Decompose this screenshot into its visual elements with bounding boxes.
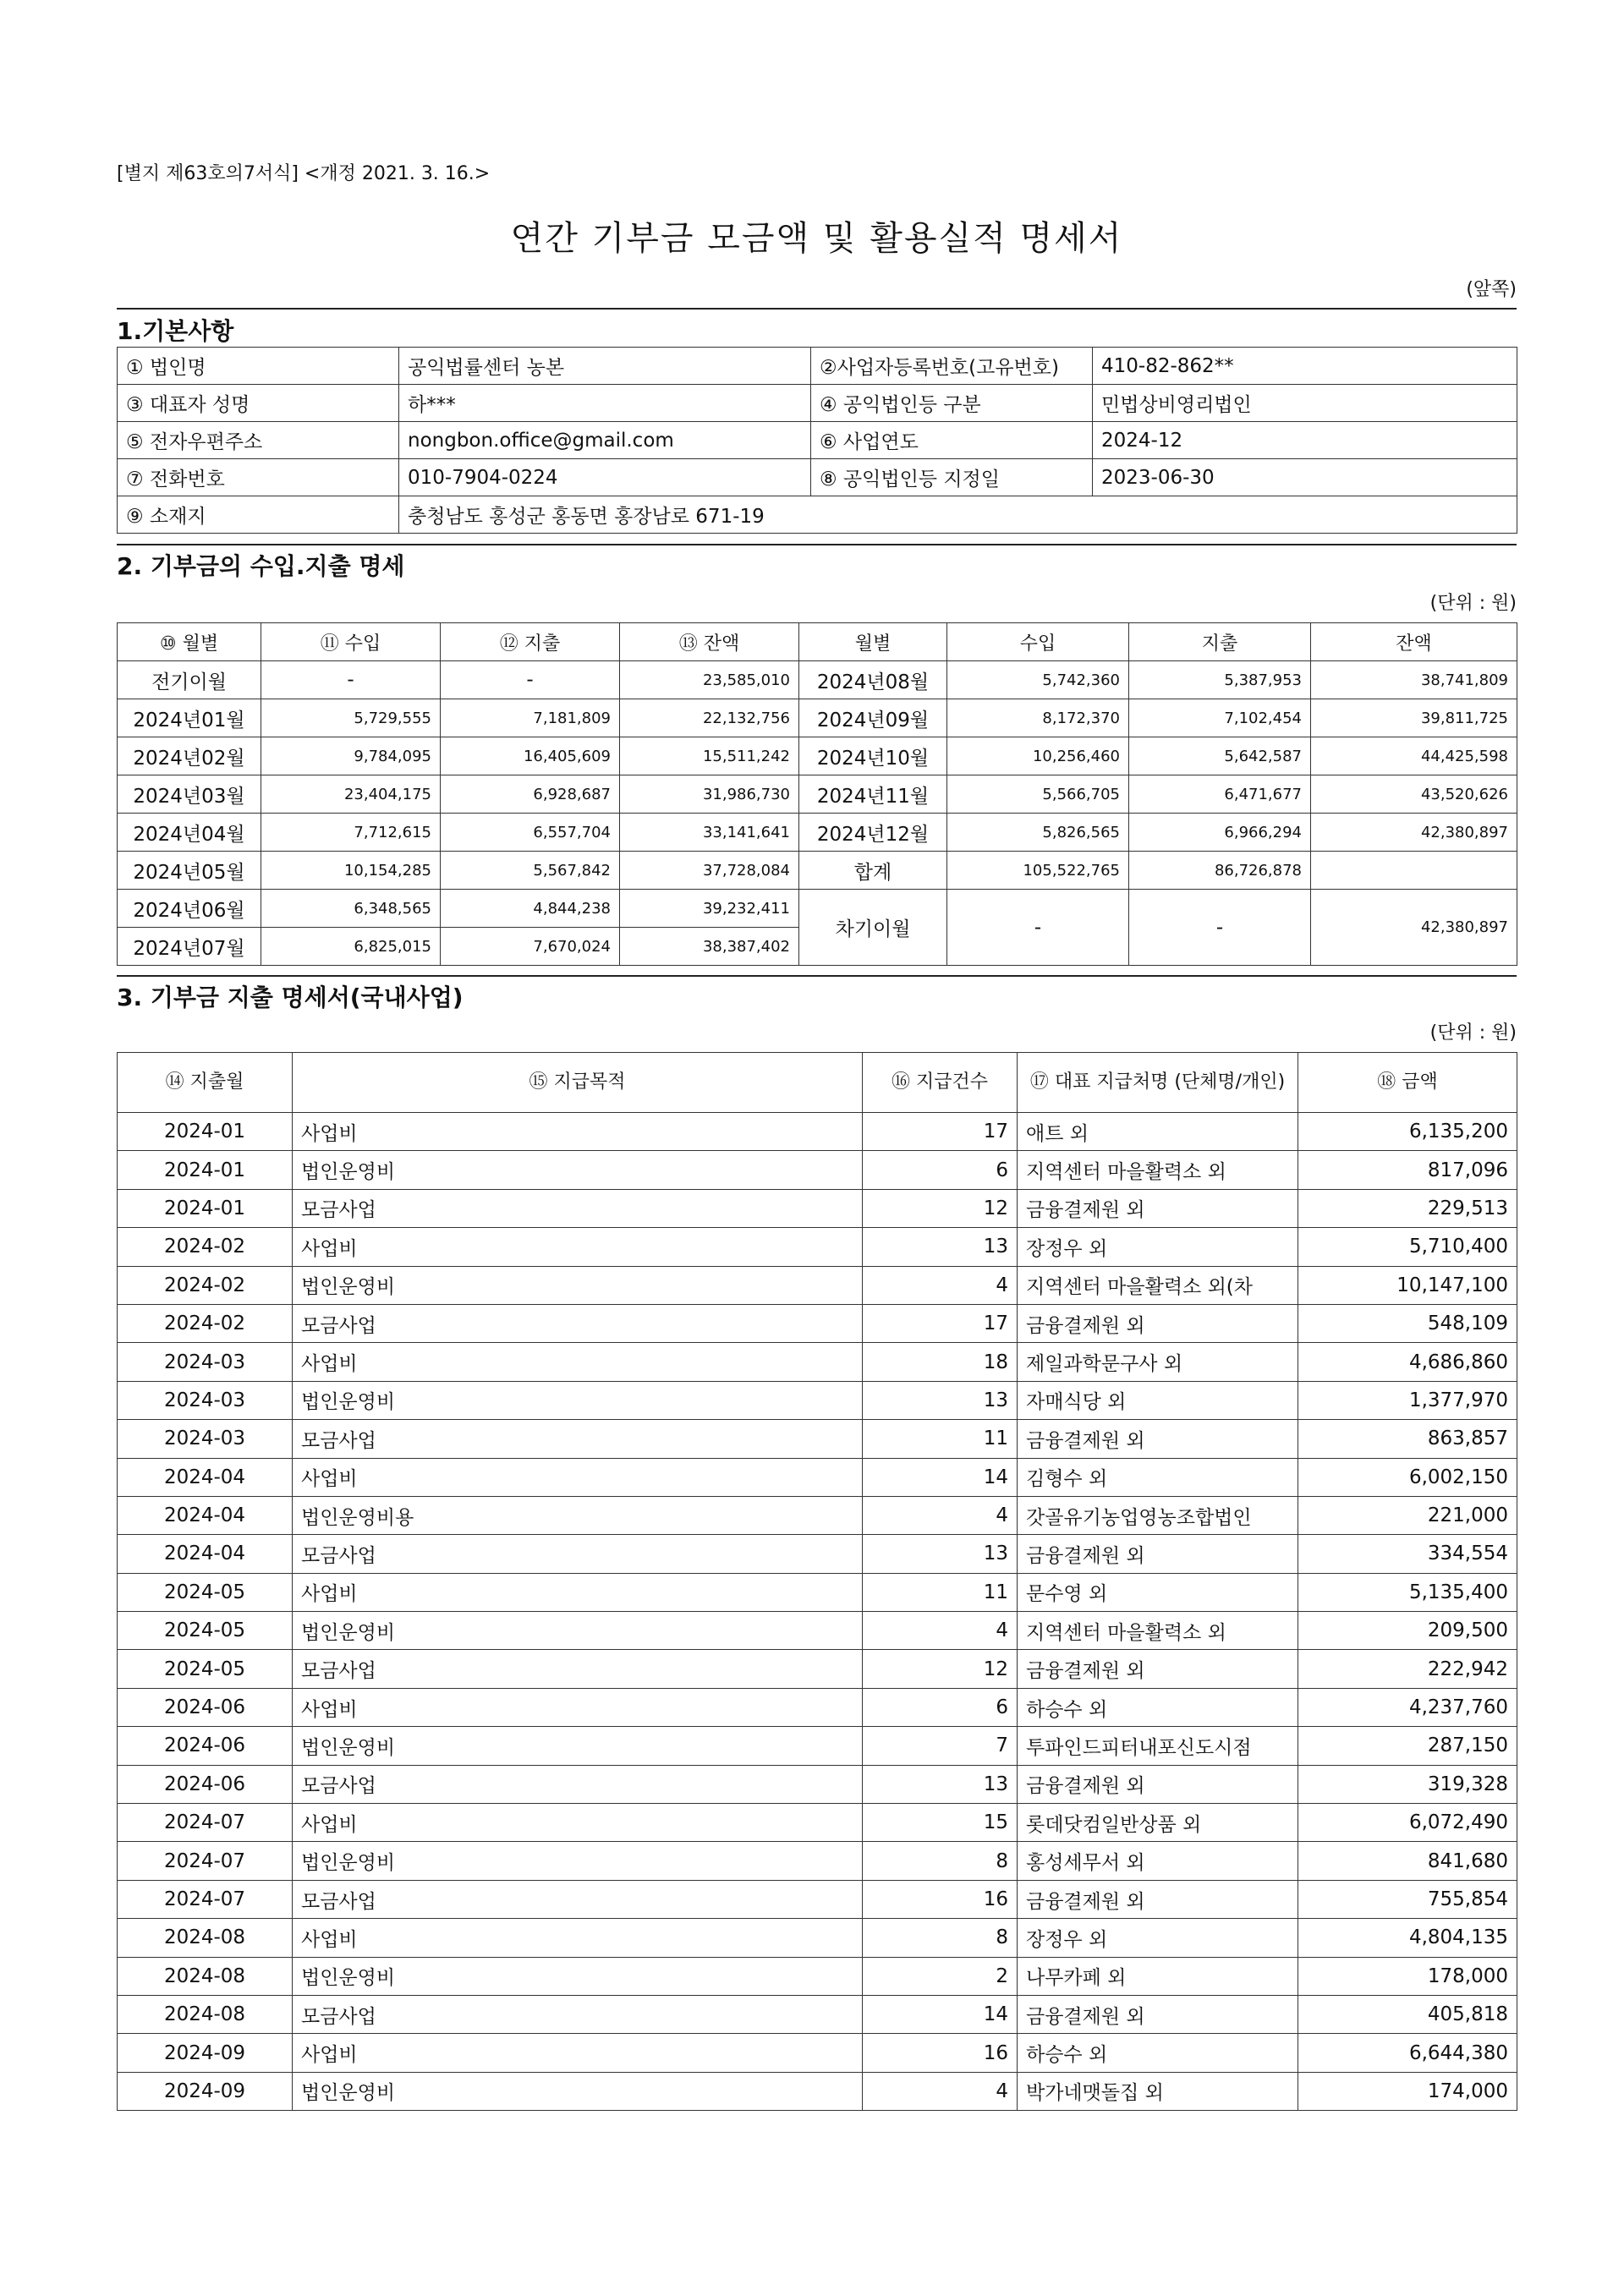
expense-month-cell: 2024-03	[118, 1343, 293, 1381]
count-cell: 17	[863, 1304, 1018, 1342]
purpose-cell: 모금사업	[293, 1880, 863, 1918]
table-row	[118, 1804, 1517, 1842]
column-header: 수입	[947, 623, 1129, 661]
expense-cell: 4,844,238	[441, 890, 620, 928]
purpose-cell: 법인운영비	[293, 1266, 863, 1304]
income-cell: 9,784,095	[261, 737, 441, 775]
expense-month-cell: 2024-06	[118, 1765, 293, 1803]
purpose-cell: 법인운영비	[293, 1612, 863, 1650]
purpose-cell: 법인운영비	[293, 1381, 863, 1419]
expense-cell: 16,405,609	[441, 737, 620, 775]
balance-cell: 15,511,242	[620, 737, 799, 775]
payee-cell: 지역센터 마을활력소 외	[1018, 1612, 1298, 1650]
month-cell: 2024년05월	[118, 852, 261, 890]
month-cell: 2024년03월	[118, 775, 261, 814]
purpose-cell: 모금사업	[293, 1995, 863, 2033]
field-value: 2023-06-30	[1093, 459, 1517, 496]
table-row	[118, 1688, 1517, 1726]
table-header-row	[118, 623, 1517, 661]
purpose-cell: 사업비	[293, 1573, 863, 1611]
expense-cell: 7,181,809	[441, 699, 620, 737]
field-label: ⑧ 공익법인등 지정일	[811, 459, 1093, 496]
expense-cell: 5,642,587	[1129, 737, 1311, 775]
balance-cell: 39,811,725	[1311, 699, 1517, 737]
basic-info-row	[118, 459, 1517, 496]
payee-cell: 김형수 외	[1018, 1458, 1298, 1496]
count-cell: 4	[863, 2072, 1018, 2110]
income-cell: 6,348,565	[261, 890, 441, 928]
form-reference: [별지 제63호의7서식] <개정 2021. 3. 16.>	[117, 163, 491, 184]
month-cell: 2024년06월	[118, 890, 261, 928]
table-row	[118, 1113, 1517, 1151]
count-cell: 12	[863, 1189, 1018, 1227]
count-cell: 11	[863, 1420, 1018, 1458]
purpose-cell: 모금사업	[293, 1535, 863, 1573]
purpose-cell: 법인운영비	[293, 1727, 863, 1765]
amount-cell: 334,554	[1298, 1535, 1517, 1573]
purpose-cell: 모금사업	[293, 1650, 863, 1688]
payee-cell: 금융결제원 외	[1018, 1765, 1298, 1803]
count-cell: 15	[863, 1804, 1018, 1842]
expense-cell: 6,928,687	[441, 775, 620, 814]
balance-cell: 42,380,897	[1311, 814, 1517, 852]
table-row	[118, 1343, 1517, 1381]
purpose-cell: 사업비	[293, 2034, 863, 2072]
amount-cell: 5,710,400	[1298, 1228, 1517, 1266]
income-expense-table	[117, 622, 1517, 966]
basic-info-row	[118, 422, 1517, 459]
income-cell: 10,154,285	[261, 852, 441, 890]
income-cell: 8,172,370	[947, 699, 1129, 737]
payee-cell: 갓골유기농업영농조합법인	[1018, 1496, 1298, 1534]
income-cell: 23,404,175	[261, 775, 441, 814]
purpose-cell: 모금사업	[293, 1189, 863, 1227]
amount-cell: 6,644,380	[1298, 2034, 1517, 2072]
column-header: ⑬ 잔액	[620, 623, 799, 661]
expense-month-cell: 2024-01	[118, 1189, 293, 1227]
purpose-cell: 법인운영비	[293, 1151, 863, 1189]
payee-cell: 지역센터 마을활력소 외	[1018, 1151, 1298, 1189]
expense-month-cell: 2024-07	[118, 1804, 293, 1842]
payee-cell: 지역센터 마을활력소 외(차	[1018, 1266, 1298, 1304]
table-row	[118, 1151, 1517, 1189]
month-cell: 합계	[799, 852, 947, 890]
expense-month-cell: 2024-05	[118, 1573, 293, 1611]
income-cell: 5,566,705	[947, 775, 1129, 814]
address-label: ⑨ 소재지	[118, 496, 399, 534]
payee-cell: 금융결제원 외	[1018, 1535, 1298, 1573]
table-row	[118, 1458, 1517, 1496]
carry-expense-cell: -	[1129, 890, 1311, 966]
field-label: ③ 대표자 성명	[118, 385, 399, 422]
expense-month-cell: 2024-02	[118, 1228, 293, 1266]
table-row	[118, 1995, 1517, 2033]
carry-month-cell: 차기이월	[799, 890, 947, 966]
count-cell: 13	[863, 1381, 1018, 1419]
table-row	[118, 737, 1517, 775]
expense-cell: 6,471,677	[1129, 775, 1311, 814]
expense-month-cell: 2024-03	[118, 1381, 293, 1419]
count-cell: 13	[863, 1228, 1018, 1266]
count-cell: 16	[863, 2034, 1018, 2072]
field-value: nongbon.office@gmail.com	[399, 422, 811, 459]
payee-cell: 롯데닷컴일반상품 외	[1018, 1804, 1298, 1842]
payee-cell: 장정우 외	[1018, 1919, 1298, 1957]
column-header: ⑮ 지급목적	[293, 1053, 863, 1113]
count-cell: 8	[863, 1842, 1018, 1880]
table-header-row	[118, 1053, 1517, 1113]
expense-month-cell: 2024-08	[118, 1957, 293, 1995]
table-row	[118, 1381, 1517, 1419]
column-header: ⑱ 금액	[1298, 1053, 1517, 1113]
month-cell: 2024년07월	[118, 928, 261, 966]
front-side-mark: (앞쪽)	[1466, 279, 1517, 300]
month-cell: 2024년09월	[799, 699, 947, 737]
table-row	[118, 1189, 1517, 1227]
field-label: ⑦ 전화번호	[118, 459, 399, 496]
count-cell: 2	[863, 1957, 1018, 1995]
table-row	[118, 699, 1517, 737]
table-row	[118, 2034, 1517, 2072]
month-cell: 2024년01월	[118, 699, 261, 737]
purpose-cell: 사업비	[293, 1343, 863, 1381]
field-value: 민법상비영리법인	[1093, 385, 1517, 422]
section1-top-rule	[117, 308, 1517, 310]
balance-cell: 38,387,402	[620, 928, 799, 966]
table-row	[118, 1650, 1517, 1688]
count-cell: 6	[863, 1688, 1018, 1726]
field-label: ④ 공익법인등 구분	[811, 385, 1093, 422]
amount-cell: 174,000	[1298, 2072, 1517, 2110]
purpose-cell: 법인운영비용	[293, 1496, 863, 1534]
count-cell: 8	[863, 1919, 1018, 1957]
expense-month-cell: 2024-09	[118, 2034, 293, 2072]
carry-balance-cell: 42,380,897	[1311, 890, 1517, 966]
table-row	[118, 814, 1517, 852]
field-label: ⑤ 전자우편주소	[118, 422, 399, 459]
month-cell: 2024년12월	[799, 814, 947, 852]
column-header: ⑩ 월별	[118, 623, 261, 661]
purpose-cell: 사업비	[293, 1458, 863, 1496]
month-cell: 2024년11월	[799, 775, 947, 814]
purpose-cell: 모금사업	[293, 1304, 863, 1342]
balance-cell: 22,132,756	[620, 699, 799, 737]
expense-cell: 6,966,294	[1129, 814, 1311, 852]
purpose-cell: 법인운영비	[293, 1842, 863, 1880]
amount-cell: 4,804,135	[1298, 1919, 1517, 1957]
purpose-cell: 법인운영비	[293, 2072, 863, 2110]
payee-cell: 금융결제원 외	[1018, 1304, 1298, 1342]
expense-month-cell: 2024-09	[118, 2072, 293, 2110]
basic-info-table	[117, 347, 1517, 534]
expense-month-cell: 2024-04	[118, 1496, 293, 1534]
balance-cell: 23,585,010	[620, 661, 799, 699]
table-row	[118, 1304, 1517, 1342]
count-cell: 4	[863, 1496, 1018, 1534]
expense-month-cell: 2024-03	[118, 1420, 293, 1458]
count-cell: 17	[863, 1113, 1018, 1151]
expense-cell: 86,726,878	[1129, 852, 1311, 890]
payee-cell: 박가네맷돌집 외	[1018, 2072, 1298, 2110]
count-cell: 7	[863, 1727, 1018, 1765]
table-row	[118, 1535, 1517, 1573]
amount-cell: 4,686,860	[1298, 1343, 1517, 1381]
field-value: 하***	[399, 385, 811, 422]
column-header: 지출	[1129, 623, 1311, 661]
balance-cell: 44,425,598	[1311, 737, 1517, 775]
payee-cell: 투파인드피터내포신도시점	[1018, 1727, 1298, 1765]
amount-cell: 1,377,970	[1298, 1381, 1517, 1419]
carry-income-cell: -	[947, 890, 1129, 966]
income-cell: 5,742,360	[947, 661, 1129, 699]
table-row	[118, 775, 1517, 814]
amount-cell: 319,328	[1298, 1765, 1517, 1803]
balance-cell	[1311, 852, 1517, 890]
column-header: ⑪ 수입	[261, 623, 441, 661]
count-cell: 13	[863, 1765, 1018, 1803]
count-cell: 14	[863, 1995, 1018, 2033]
section2-unit: (단위 : 원)	[1429, 593, 1517, 614]
expense-cell: 6,557,704	[441, 814, 620, 852]
field-value: 410-82-862**	[1093, 348, 1517, 385]
purpose-cell: 모금사업	[293, 1420, 863, 1458]
expense-month-cell: 2024-06	[118, 1727, 293, 1765]
table-row	[118, 1919, 1517, 1957]
purpose-cell: 사업비	[293, 1113, 863, 1151]
section3-top-rule	[117, 975, 1517, 977]
address-value: 충청남도 홍성군 홍동면 홍장남로 671-19	[399, 496, 1517, 534]
expense-month-cell: 2024-05	[118, 1612, 293, 1650]
amount-cell: 755,854	[1298, 1880, 1517, 1918]
expense-month-cell: 2024-08	[118, 1995, 293, 2033]
expense-month-cell: 2024-08	[118, 1919, 293, 1957]
payee-cell: 금융결제원 외	[1018, 1995, 1298, 2033]
amount-cell: 6,072,490	[1298, 1804, 1517, 1842]
count-cell: 4	[863, 1266, 1018, 1304]
expense-cell: 7,670,024	[441, 928, 620, 966]
table-row	[118, 1496, 1517, 1534]
purpose-cell: 사업비	[293, 1919, 863, 1957]
month-cell: 2024년10월	[799, 737, 947, 775]
section2-top-rule	[117, 544, 1517, 545]
count-cell: 18	[863, 1343, 1018, 1381]
amount-cell: 221,000	[1298, 1496, 1517, 1534]
column-header: ⑰ 대표 지급처명 (단체명/개인)	[1018, 1053, 1298, 1113]
amount-cell: 4,237,760	[1298, 1688, 1517, 1726]
table-row	[118, 890, 1517, 928]
count-cell: 13	[863, 1535, 1018, 1573]
basic-info-row	[118, 385, 1517, 422]
amount-cell: 209,500	[1298, 1612, 1517, 1650]
field-label: ⑥ 사업연도	[811, 422, 1093, 459]
table-row	[118, 2072, 1517, 2110]
section3-heading: 3. 기부금 지출 명세서(국내사업)	[117, 984, 464, 1011]
payee-cell: 하승수 외	[1018, 1688, 1298, 1726]
payee-cell: 홍성세무서 외	[1018, 1842, 1298, 1880]
count-cell: 6	[863, 1151, 1018, 1189]
column-header: ⑭ 지출월	[118, 1053, 293, 1113]
payee-cell: 하승수 외	[1018, 2034, 1298, 2072]
balance-cell: 39,232,411	[620, 890, 799, 928]
count-cell: 12	[863, 1650, 1018, 1688]
count-cell: 4	[863, 1612, 1018, 1650]
expense-month-cell: 2024-01	[118, 1113, 293, 1151]
table-row	[118, 1842, 1517, 1880]
section1-heading: 1.기본사항	[117, 317, 234, 345]
balance-cell: 43,520,626	[1311, 775, 1517, 814]
amount-cell: 6,002,150	[1298, 1458, 1517, 1496]
section2-heading: 2. 기부금의 수입.지출 명세	[117, 552, 405, 580]
address-row	[118, 496, 1517, 534]
expense-cell: 5,567,842	[441, 852, 620, 890]
amount-cell: 841,680	[1298, 1842, 1517, 1880]
table-row	[118, 1727, 1517, 1765]
table-row	[118, 1957, 1517, 1995]
payee-cell: 금융결제원 외	[1018, 1189, 1298, 1227]
field-label: ① 법인명	[118, 348, 399, 385]
field-value: 2024-12	[1093, 422, 1517, 459]
page-title: 연간 기부금 모금액 및 활용실적 명세서	[510, 219, 1123, 258]
income-cell: 10,256,460	[947, 737, 1129, 775]
balance-cell: 38,741,809	[1311, 661, 1517, 699]
table-row	[118, 1765, 1517, 1803]
expense-month-cell: 2024-02	[118, 1266, 293, 1304]
amount-cell: 817,096	[1298, 1151, 1517, 1189]
expense-month-cell: 2024-01	[118, 1151, 293, 1189]
count-cell: 14	[863, 1458, 1018, 1496]
income-cell: 7,712,615	[261, 814, 441, 852]
column-header: ⑫ 지출	[441, 623, 620, 661]
payee-cell: 문수영 외	[1018, 1573, 1298, 1611]
table-row	[118, 1420, 1517, 1458]
month-cell: 2024년04월	[118, 814, 261, 852]
payee-cell: 애트 외	[1018, 1113, 1298, 1151]
month-cell: 2024년08월	[799, 661, 947, 699]
purpose-cell: 사업비	[293, 1228, 863, 1266]
expense-month-cell: 2024-02	[118, 1304, 293, 1342]
balance-cell: 33,141,641	[620, 814, 799, 852]
payee-cell: 나무카페 외	[1018, 1957, 1298, 1995]
income-cell: 6,825,015	[261, 928, 441, 966]
table-row	[118, 1612, 1517, 1650]
table-row	[118, 1228, 1517, 1266]
basic-info-row	[118, 348, 1517, 385]
payee-cell: 금융결제원 외	[1018, 1420, 1298, 1458]
column-header: ⑯ 지급건수	[863, 1053, 1018, 1113]
month-cell: 전기이월	[118, 661, 261, 699]
payee-cell: 제일과학문구사 외	[1018, 1343, 1298, 1381]
payee-cell: 장정우 외	[1018, 1228, 1298, 1266]
purpose-cell: 사업비	[293, 1688, 863, 1726]
income-cell: 105,522,765	[947, 852, 1129, 890]
expense-month-cell: 2024-07	[118, 1880, 293, 1918]
balance-cell: 31,986,730	[620, 775, 799, 814]
section3-unit: (단위 : 원)	[1429, 1022, 1517, 1044]
amount-cell: 10,147,100	[1298, 1266, 1517, 1304]
amount-cell: 222,942	[1298, 1650, 1517, 1688]
amount-cell: 5,135,400	[1298, 1573, 1517, 1611]
column-header: 잔액	[1311, 623, 1517, 661]
field-value: 010-7904-0224	[399, 459, 811, 496]
expense-month-cell: 2024-04	[118, 1535, 293, 1573]
month-cell: 2024년02월	[118, 737, 261, 775]
expense-month-cell: 2024-07	[118, 1842, 293, 1880]
payee-cell: 금융결제원 외	[1018, 1650, 1298, 1688]
table-row	[118, 1266, 1517, 1304]
purpose-cell: 모금사업	[293, 1765, 863, 1803]
amount-cell: 6,135,200	[1298, 1113, 1517, 1151]
field-value: 공익법률센터 농본	[399, 348, 811, 385]
table-row	[118, 661, 1517, 699]
expense-month-cell: 2024-06	[118, 1688, 293, 1726]
payee-cell: 자매식당 외	[1018, 1381, 1298, 1419]
amount-cell: 229,513	[1298, 1189, 1517, 1227]
income-cell: 5,826,565	[947, 814, 1129, 852]
expense-detail-table	[117, 1052, 1517, 2111]
amount-cell: 405,818	[1298, 1995, 1517, 2033]
expense-month-cell: 2024-05	[118, 1650, 293, 1688]
count-cell: 11	[863, 1573, 1018, 1611]
expense-month-cell: 2024-04	[118, 1458, 293, 1496]
expense-cell: -	[441, 661, 620, 699]
field-label: ②사업자등록번호(고유번호)	[811, 348, 1093, 385]
payee-cell: 금융결제원 외	[1018, 1880, 1298, 1918]
purpose-cell: 사업비	[293, 1804, 863, 1842]
count-cell: 16	[863, 1880, 1018, 1918]
expense-cell: 7,102,454	[1129, 699, 1311, 737]
income-cell: 5,729,555	[261, 699, 441, 737]
table-row	[118, 852, 1517, 890]
column-header: 월별	[799, 623, 947, 661]
amount-cell: 178,000	[1298, 1957, 1517, 1995]
amount-cell: 287,150	[1298, 1727, 1517, 1765]
amount-cell: 548,109	[1298, 1304, 1517, 1342]
income-cell: -	[261, 661, 441, 699]
purpose-cell: 법인운영비	[293, 1957, 863, 1995]
expense-cell: 5,387,953	[1129, 661, 1311, 699]
amount-cell: 863,857	[1298, 1420, 1517, 1458]
table-row	[118, 1573, 1517, 1611]
balance-cell: 37,728,084	[620, 852, 799, 890]
table-row	[118, 1880, 1517, 1918]
